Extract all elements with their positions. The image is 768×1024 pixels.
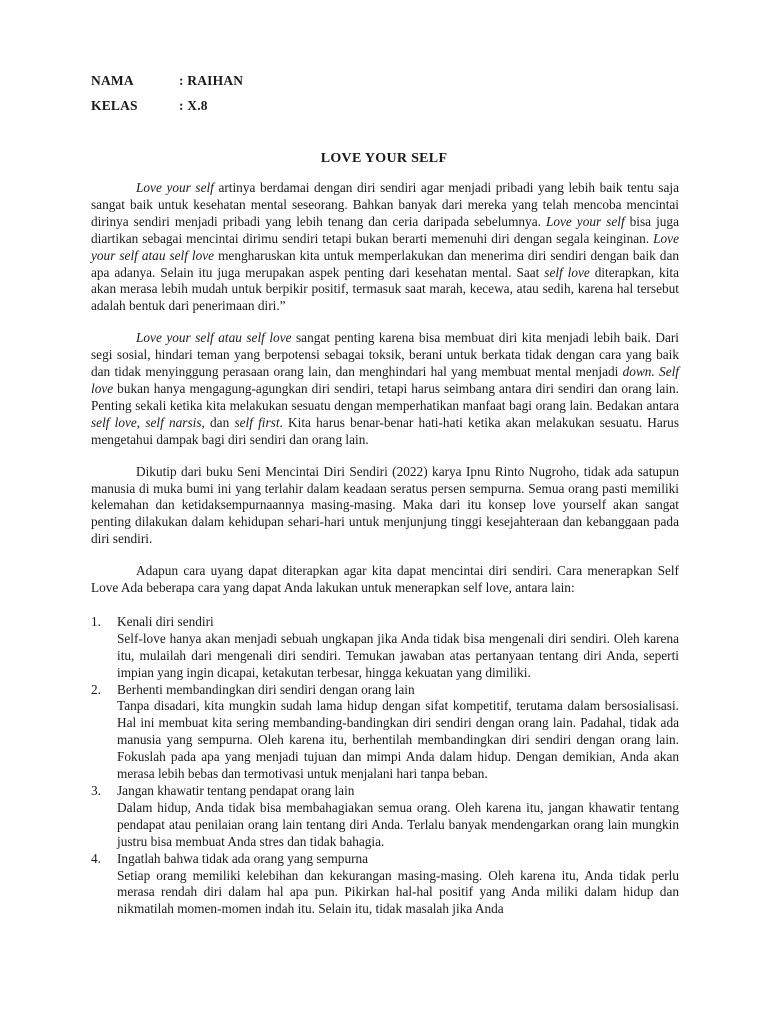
list-item-heading: Ingatlah bahwa tidak ada orang yang sempurna <box>117 850 369 866</box>
paragraph-3: Dikutip dari buku Seni Mencintai Diri Sendiri (2022) karya Ipnu Rinto Nugroho, tidak ada satupun manusia di muka bumi ini yang terlahir dalam keadaan seratus persen sempurna. Semua orang pasti memiliki kelemahan dan ketidaksempurnaannya masing-masing. Maka dari itu konsep love yourself akan sangat penting dilakukan dalam kehidupan sehari-hari untuk menjunjung tinggi kesejahteraan dan kebanggaan pada diri sendiri. <box>91 463 679 547</box>
self-love-steps-list <box>91 614 679 918</box>
list-item-description: Dalam hidup, Anda tidak bisa membahagiakan semua orang. Oleh karena itu, jangan khawatir tentang pendapat atau penilaian orang lain tentang diri Anda. Terlalu banyak mendengarkan orang lain mungkin justru bisa membuat Anda stres dan tidak bahagia. <box>117 799 679 849</box>
list-item-number: 4. <box>91 850 101 866</box>
list-item <box>91 851 679 919</box>
name-row <box>91 73 243 89</box>
paragraph-2: Love your self atau self love sangat penting karena bisa membuat diri kita menjadi lebih baik. Dari segi sosial, hindari teman yang berpotensi sebagai toksik, berani untuk berkata tidak dengan cara yang baik dan tidak menyinggung perasaan orang lain, dan menghindari hal yang membuat mental menjadi down. Self love bukan hanya mengagung-agungkan diri sendiri, tetapi harus seimbang antara diri sendiri dan orang lain. Penting sekali ketika kita melakukan sesuatu dengan memperhatikan manfaat bagi orang lain. Bedakan antara self love, self narsis, dan self first. Kita harus benar-benar hati-hati ketika akan melakukan sesuatu. Harus mengetahui dampak bagi diri sendiri dan orang lain. <box>91 330 680 447</box>
list-item-description: Tanpa disadari, kita mungkin sudah lama hidup dengan sifat kompetitif, terutama dalam bersosialisasi. Hal ini membuat kita sering membanding-bandingkan diri sendiri dengan orang lain. Padahal, tidak ada manusia yang sempurna. Oleh karena itu, berhentilah membandingkan diri sendiri dengan orang lain. Fokuslah pada apa yang menjadi tujuan dan mimpi Anda dalam hidup. Dengan demikian, Anda akan merasa lebih bebas dan termotivasi untuk menjalani hari tanpa beban. <box>117 698 679 782</box>
document-title: LOVE YOUR SELF <box>320 151 448 166</box>
list-item-heading: Jangan khawatir tentang pendapat orang lain <box>117 783 355 798</box>
list-item-heading: Berhenti membandingkan diri sendiri dengan orang lain <box>117 681 415 697</box>
list-item-number: 2. <box>91 681 101 697</box>
class-value: : X.8 <box>179 98 208 113</box>
list-item <box>91 614 679 682</box>
list-item-number: 1. <box>91 613 101 629</box>
list-item-description: Self-love hanya akan menjadi sebuah ungkapan jika Anda tidak bisa mengenali diri sendiri. Oleh karena itu, mulailah dari mengenali diri sendiri. Temukan jawaban atas pertanyaan tentang diri Anda, seperti impian yang ingin dicapai, ketakutan terbesar, hingga kekuatan yang dimiliki. <box>117 630 679 680</box>
paragraph-1: Love your self artinya berdamai dengan diri sendiri agar menjadi pribadi yang lebih baik tentu saja sangat baik untuk kesehatan mental seseorang. Bahkan banyak dari mereka yang telah mencoba mencintai dirinya sendiri menjadi pribadi yang lebih tenang dan ceria daripada sebelumnya. Love your self bisa juga diartikan sebagai mencintai dirimu sendiri tetapi bukan berarti memenuhi diri dengan segala keinginan. Love your self atau self love mengharuskan kita untuk memperlakukan dan menerima diri sendiri dengan baik dan apa adanya. Selain itu juga merupakan aspek penting dari kesehatan mental. Saat self love diterapkan, kita akan merasa lebih mudah untuk berpikir positif, termasuk saat marah, kecewa, atau sedih, karena hal tersebut adalah bentuk dari penerimaan diri.” <box>91 180 680 314</box>
class-label: KELAS <box>91 98 138 113</box>
name-value: : RAIHAN <box>179 73 244 88</box>
list-item <box>91 682 679 783</box>
name-label: NAMA <box>91 73 134 88</box>
list-item-description: Setiap orang memiliki kelebihan dan kekurangan masing-masing. Oleh karena itu, Anda tidak perlu merasa rendah diri dalam hal apa pun. Pikirkan hal-hal positif yang Anda miliki dalam hidup dan nikmatilah momen-momen indah itu. Selain itu, tidak masalah jika Anda <box>117 867 679 917</box>
paragraph-4: Adapun cara uyang dapat diterapkan agar kita dapat mencintai diri sendiri. Cara menerapkan Self Love Ada beberapa cara yang dapat Anda lakukan untuk menerapkan self love, antara lain: <box>91 563 679 596</box>
class-row <box>91 98 208 114</box>
list-item-heading: Kenali diri sendiri <box>117 613 214 629</box>
document-body <box>91 180 679 918</box>
list-item-number: 3. <box>91 783 101 798</box>
list-item <box>91 783 679 851</box>
